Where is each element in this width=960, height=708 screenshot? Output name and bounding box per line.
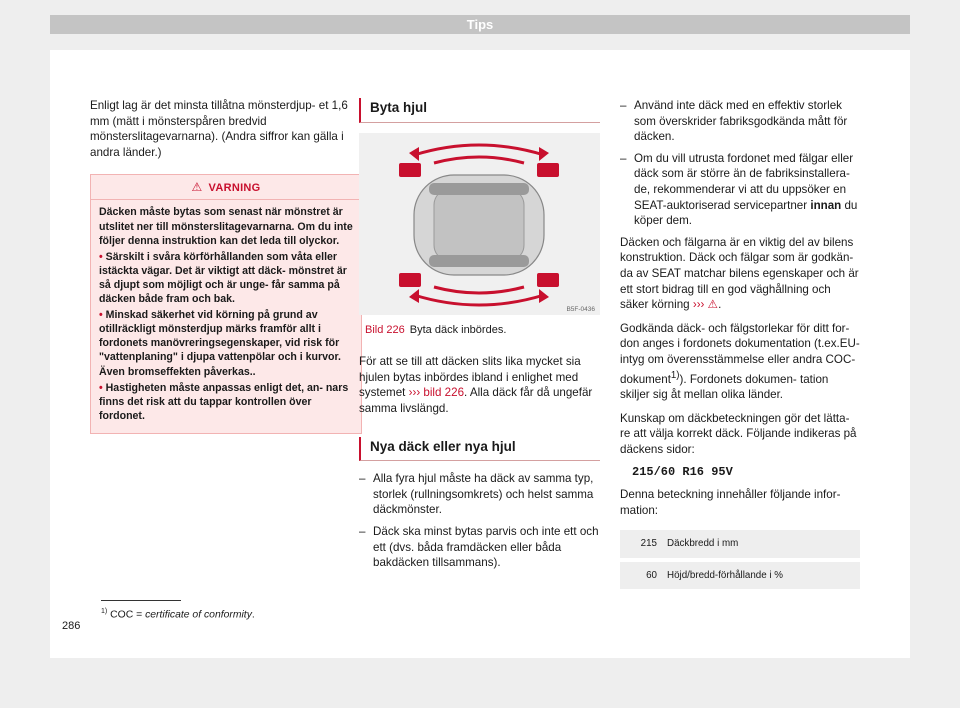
section-header — [50, 15, 910, 34]
wheel-rear-left — [399, 273, 421, 287]
rotation-paragraph: För att se till att däcken slits lika mycket sia hjulen bytas inbördes ibland i enlighet med systemet ››› bild 226. Alla däck får då ungefär samma livslängd. — [359, 355, 593, 415]
section-heading-2: Nya däck eller nya hjul — [359, 437, 600, 462]
wheel-front-left — [399, 163, 421, 177]
warning-bullet: • Särskilt i svåra körförhållanden som våta eller istäckta vägar. Det är viktigt att däck- mönstret är så djupt som möjligt och är unge- får samma på däcken både fram och bak. — [99, 250, 347, 306]
warning-lead: Däcken måste bytas som senast när mönstret är utslitet ner till mönsterslitagevarnarna. Om du inte följer denna instruktion kan det leda till olyckor. — [99, 206, 353, 247]
footnote-divider — [101, 600, 181, 601]
paragraph: Godkända däck- och fälgstorlekar för ditt for- don anges i fordonets dokumentation (t.ex.EU-intyg om överensstämmelse eller andra COC-dokument$^{1)}$). Fordonets dokumen- tation skiljer sig åt mellan olika länder. — [620, 321, 860, 401]
warning-link[interactable]: ››› — [692, 298, 705, 312]
list-item: – Om du vill utrusta fordonet med fälgar eller däck som är större än de fabriksinstallera- de, rekommenderar vi att du uppsöker en SEAT-auktoriserad servicepartner innan du köper dem. — [620, 151, 860, 229]
warning-title: VARNING — [208, 182, 261, 195]
column-middle — [359, 98, 600, 577]
car-roof — [434, 189, 524, 261]
bullet-icon: • — [99, 250, 106, 263]
wheel-front-right — [537, 163, 559, 177]
paragraph: Däcken och fälgarna är en viktig del av bilens konstruktion. Däck och fälgar som är godkän- da av SEAT matchar bilens egenskaper och är ett stort bidrag till en god väghållning och säker körning ››› ⚠. — [620, 235, 859, 312]
warning-box — [90, 174, 362, 434]
figure-caption: Bild 226 Byta däck inbördes. — [365, 323, 507, 336]
list-item: – Däck ska minst bytas parvis och inte ett och ett (dvs. båda framdäcken eller båda bakdäcken tillsammans). — [359, 524, 600, 571]
warning-body — [91, 200, 361, 432]
paragraph: Denna beteckning innehåller följande infor- mation: — [620, 487, 841, 517]
footnote-ref: 1) — [670, 369, 680, 381]
windscreen — [429, 183, 529, 195]
table-row: 60 Höjd/bredd-förhållande i % — [620, 560, 860, 592]
arrow-head-icon — [409, 289, 419, 303]
table-row: 215 Däckbredd i mm — [620, 530, 860, 560]
rear-window — [429, 255, 529, 267]
warning-bullet: • Minskad säkerhet vid körning på grund av otillräckligt mönsterdjup märks framför allt i fordonets manövreringsegenskaper, vid risk för "vattenplaning" i djupa vattenpölar och i kurvor. Även bromseffekten påverkas.. — [99, 309, 341, 378]
column-left — [90, 98, 362, 434]
intro-paragraph: Enligt lag är det minsta tillåtna mönsterdjup- et 1,6 mm (mätt i mönsterspåren bredvid mönsterslitagevarnarna). (Andra siffror kan gälla i andra länder.) — [90, 99, 348, 159]
bullet-icon: • — [99, 309, 106, 322]
car-top-view-illustration — [359, 133, 600, 315]
arrow-head-icon — [539, 289, 549, 303]
section-heading: Byta hjul — [359, 98, 600, 123]
paragraph: Kunskap om däckbeteckningen gör det lätta- re att välja korrekt däck. Följande indikeras på däckens sidor: — [620, 411, 857, 456]
warning-triangle-icon: ⚠ — [191, 180, 203, 195]
wheel-rear-right — [537, 273, 559, 287]
warning-header — [91, 175, 361, 200]
arrow-head-icon — [409, 147, 419, 161]
arrow-head-icon — [539, 147, 549, 161]
warning-triangle-icon[interactable]: ⚠ — [707, 298, 719, 312]
tire-spec-table — [620, 530, 860, 593]
front-arrow-path — [414, 145, 544, 155]
figure-code: B5F-0436 — [566, 305, 595, 313]
column-right — [620, 98, 860, 593]
list-item: – Använd inte däck med en effektiv storlek som överskrider fabriksgodkända mått för däcken. — [620, 98, 860, 145]
list-item: – Alla fyra hjul måste ha däck av samma typ, storlek (rullningsomkrets) och helst samma däckmönster. — [359, 471, 600, 518]
footnote: $^{1)}$ COC = certificate of conformity. — [101, 608, 255, 621]
figure-number: Bild 226 — [365, 323, 405, 336]
tire-code: 215/60 R16 95V — [632, 465, 733, 480]
header-title: Tips — [466, 17, 494, 32]
figure-link[interactable]: ››› bild 226 — [408, 386, 465, 400]
page-number: 286 — [62, 620, 81, 632]
bullet-icon: • — [99, 381, 106, 394]
tire-rotation-figure — [359, 133, 600, 315]
rear-arrow-path — [414, 295, 544, 305]
warning-bullet: • Hastigheten måste anpassas enligt det, an- nars finns det risk att du tappar kontrollen över fordonet. — [99, 381, 349, 422]
